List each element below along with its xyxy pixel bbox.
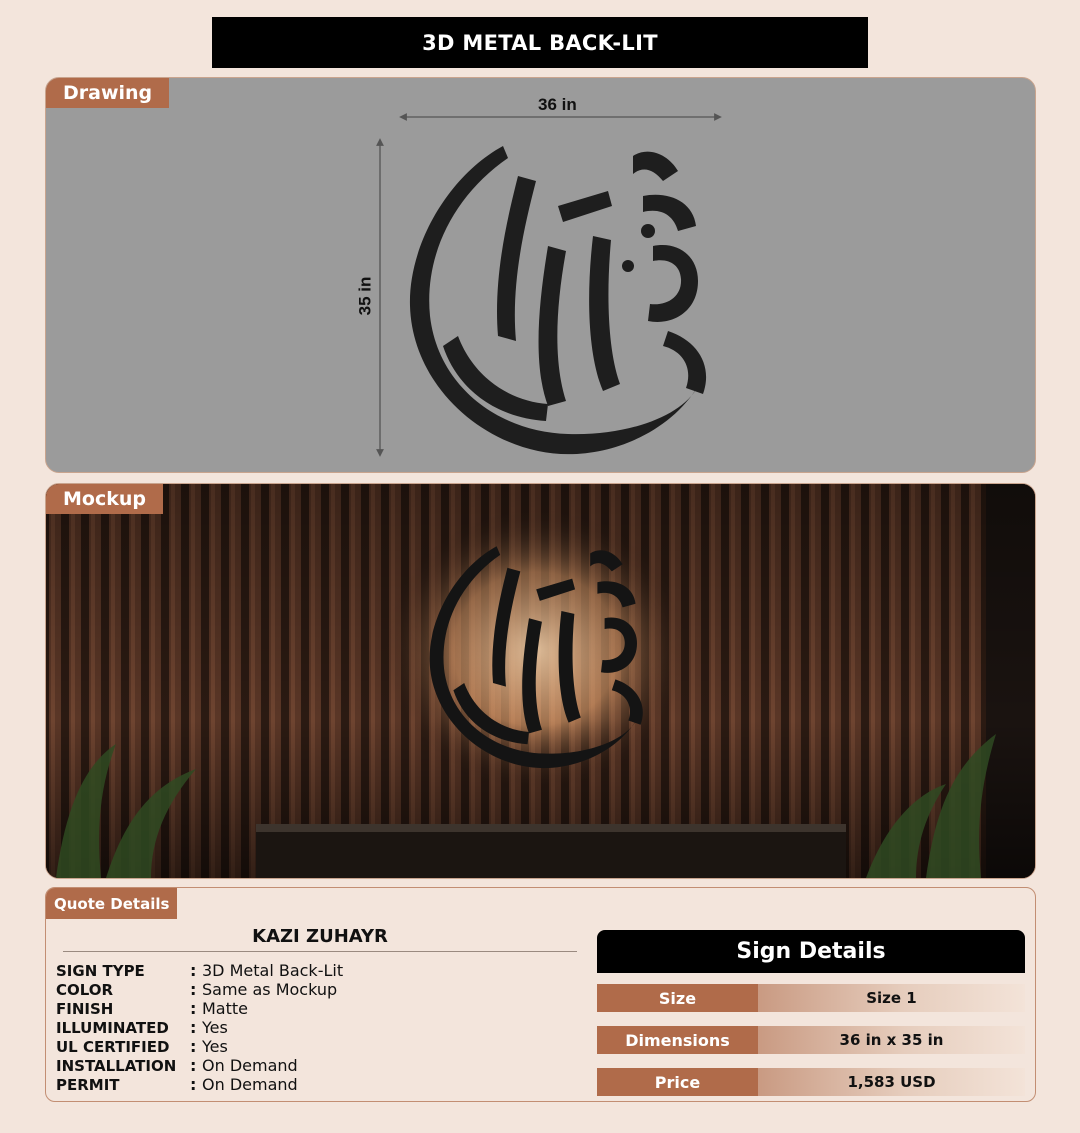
spec-colon: : [190,1075,197,1094]
spec-row [56,1075,298,1094]
spec-value: Same as Mockup [202,980,338,999]
spec-row [56,1018,228,1037]
mockup-tab: Mockup [46,484,163,514]
spec-colon: : [190,1018,197,1037]
client-name: KAZI ZUHAYR [252,926,388,947]
drawing-tab: Drawing [46,78,169,108]
sign-detail-row-size [597,984,1025,1012]
drawing-panel [45,77,1036,473]
spec-value: Matte [202,999,248,1018]
height-dimension-label: 35 in [355,276,375,316]
spec-colon: : [190,980,197,999]
width-dimension-label: 36 in [538,95,577,114]
spec-value: On Demand [202,1056,298,1075]
spec-colon: : [190,999,197,1018]
spec-key: COLOR [56,980,114,999]
sign-detail-row-price [597,1068,1025,1096]
spec-row [56,999,248,1018]
sign-detail-value: Size 1 [758,984,1025,1012]
spec-row [56,961,343,980]
calligraphy-logo [398,136,728,456]
quote-details-panel [45,887,1036,1102]
sign-details-title: Sign Details [597,930,1025,973]
sign-detail-value: 36 in x 35 in [758,1026,1025,1054]
mockup-panel [45,483,1036,879]
sign-detail-key: Price [597,1068,758,1096]
sign-detail-value: 1,583 USD [758,1068,1025,1096]
spec-key: PERMIT [56,1075,120,1094]
spec-colon: : [190,1056,197,1075]
sign-detail-row-dimensions [597,1026,1025,1054]
spec-key: FINISH [56,999,114,1018]
spec-row [56,980,337,999]
spec-colon: : [190,961,197,980]
sign-detail-key: Size [597,984,758,1012]
page-title: 3D METAL BACK-LIT [212,17,868,68]
spec-key: SIGN TYPE [56,961,145,980]
spec-key: UL CERTIFIED [56,1037,170,1056]
spec-row [56,1056,298,1075]
spec-value: On Demand [202,1075,298,1094]
quote-details-tab: Quote Details [46,888,177,919]
spec-value: 3D Metal Back-Lit [202,961,344,980]
mockup-scene [46,484,1035,878]
client-name-divider [63,951,577,952]
sign-detail-key: Dimensions [597,1026,758,1054]
spec-value: Yes [202,1037,228,1056]
spec-value: Yes [202,1018,228,1037]
spec-colon: : [190,1037,197,1056]
spec-key: INSTALLATION [56,1056,177,1075]
spec-key: ILLUMINATED [56,1018,169,1037]
spec-row [56,1037,228,1056]
